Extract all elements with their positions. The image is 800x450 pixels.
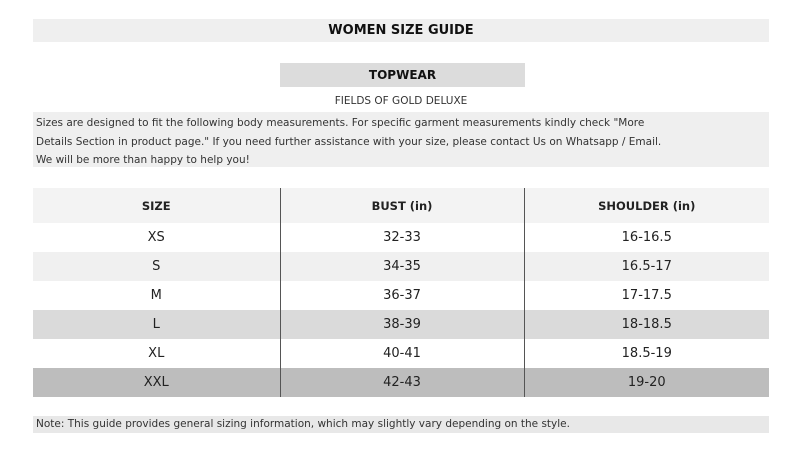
header-shoulder: SHOULDER (in) — [524, 188, 769, 223]
header-bust: BUST (in) — [280, 188, 524, 223]
header-size: SIZE — [33, 188, 280, 223]
table-row — [33, 223, 769, 252]
table-row — [33, 339, 769, 368]
cell-shoulder: 18.5-19 — [524, 339, 769, 368]
cell-size: XXL — [33, 368, 280, 397]
cell-shoulder: 19-20 — [524, 368, 769, 397]
cell-bust: 42-43 — [280, 368, 524, 397]
cell-shoulder: 16-16.5 — [524, 223, 769, 252]
table-header-row — [33, 188, 769, 223]
cell-bust: 36-37 — [280, 281, 524, 310]
product-subtitle: FIELDS OF GOLD DELUXE — [334, 95, 468, 107]
page-title: WOMEN SIZE GUIDE — [33, 19, 769, 42]
cell-shoulder: 16.5-17 — [524, 252, 769, 281]
cell-bust: 40-41 — [280, 339, 524, 368]
footnote: Note: This guide provides general sizing information, which may slightly vary depending on the style. — [33, 416, 769, 433]
cell-bust: 38-39 — [280, 310, 524, 339]
cell-size: XS — [33, 223, 280, 252]
intro-line: Sizes are designed to fit the following body measurements. For specific garment measurements kindly check "More — [36, 117, 645, 129]
intro-line: We will be more than happy to help you! — [36, 154, 250, 166]
table-row — [33, 252, 769, 281]
intro-text — [33, 112, 769, 167]
section-title: TOPWEAR — [280, 63, 525, 87]
cell-shoulder: 18-18.5 — [524, 310, 769, 339]
cell-size: XL — [33, 339, 280, 368]
cell-shoulder: 17-17.5 — [524, 281, 769, 310]
cell-bust: 32-33 — [280, 223, 524, 252]
cell-size: M — [33, 281, 280, 310]
table-row — [33, 281, 769, 310]
table-row — [33, 368, 769, 397]
cell-size: S — [33, 252, 280, 281]
table-row — [33, 310, 769, 339]
size-table — [33, 188, 769, 397]
cell-size: L — [33, 310, 280, 339]
cell-bust: 34-35 — [280, 252, 524, 281]
intro-line: Details Section in product page." If you need further assistance with your size, please contact Us on Whatsapp / Email. — [36, 135, 662, 148]
